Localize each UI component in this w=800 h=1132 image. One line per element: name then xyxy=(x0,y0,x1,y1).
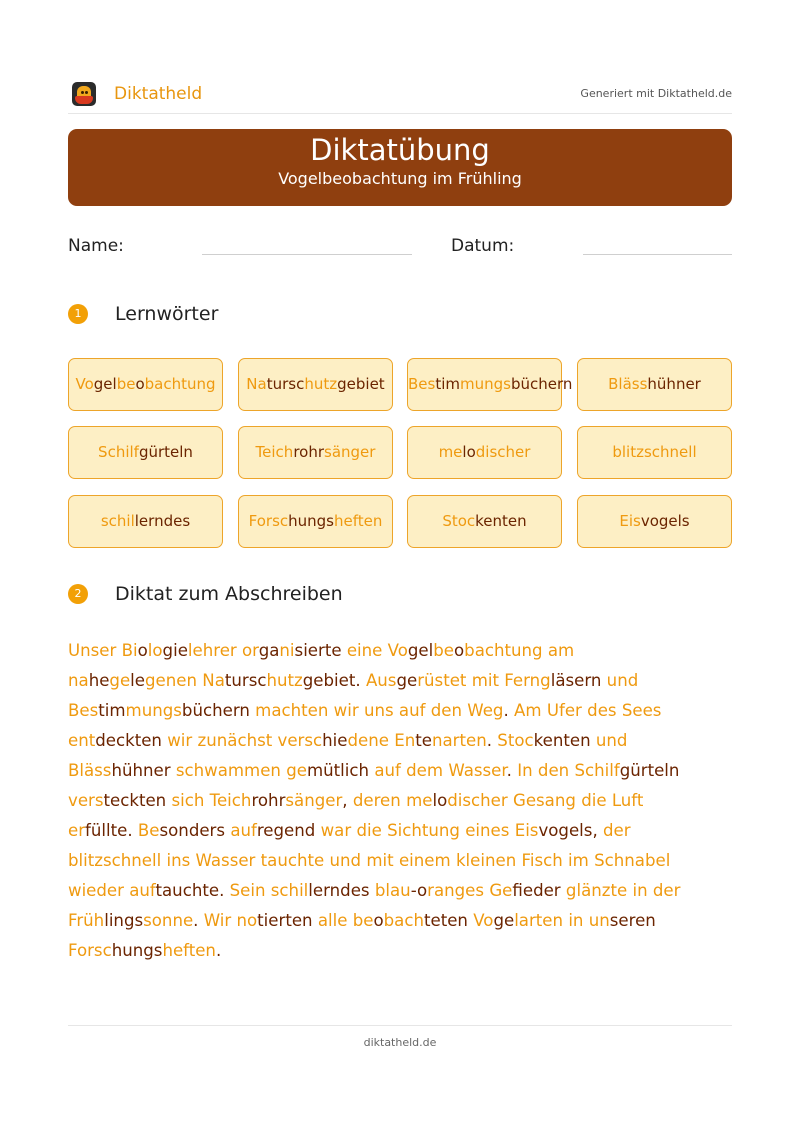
dictation-line: erfüllte. Besonders aufregend war die Sichtung eines Eisvogels, der xyxy=(68,821,631,840)
section-title: Lernwörter xyxy=(115,303,219,325)
word-text: Teichrohrsänger xyxy=(255,443,376,461)
word-card xyxy=(68,358,223,411)
dictation-line: blitzschnell ins Wasser tauchte und mit einem kleinen Fisch im Schnabel xyxy=(68,851,671,870)
section-number-badge: 2 xyxy=(68,584,88,604)
page-title: Diktatübung xyxy=(310,133,490,167)
word-text: melodischer xyxy=(438,443,531,461)
dictation-line: Bestimmungsbüchern machten wir uns auf den Weg. Am Ufer des Sees xyxy=(68,701,662,720)
word-card xyxy=(407,358,573,411)
dictation-text xyxy=(68,636,748,966)
word-text: Schilfgürteln xyxy=(98,443,193,461)
word-card xyxy=(68,495,223,548)
word-card xyxy=(577,358,732,411)
word-text: Naturschutzgebiet xyxy=(246,375,385,393)
name-line[interactable] xyxy=(202,254,412,255)
header-divider xyxy=(68,113,732,114)
word-card xyxy=(577,495,732,548)
dictation-line: entdeckten wir zunächst verschiedene Entenarten. Stockenten und xyxy=(68,731,628,750)
word-card xyxy=(238,358,393,411)
word-text: Stockenten xyxy=(442,512,527,530)
dictation-line: wieder auftauchte. Sein schillerndes blau-oranges Gefieder glänzte in der xyxy=(68,881,681,900)
hero-mascot-icon xyxy=(72,82,96,106)
word-card xyxy=(407,495,562,548)
word-card xyxy=(238,495,393,548)
word-text: Blässhühner xyxy=(608,375,701,393)
word-text: Eisvogels xyxy=(619,512,690,530)
page-header xyxy=(68,82,732,106)
brand-name[interactable]: Diktatheld xyxy=(114,84,203,104)
date-label: Datum: xyxy=(451,236,515,256)
dictation-line: Frühlingssonne. Wir notierten alle beobachteten Vogelarten in unseren xyxy=(68,911,656,930)
dictation-line: Forschungsheften. xyxy=(68,941,222,960)
footer-site[interactable]: diktatheld.de xyxy=(363,1036,437,1049)
dictation-line: Blässhühner schwammen gemütlich auf dem Wasser. In den Schilfgürteln xyxy=(68,761,680,780)
word-text: Bestimmungsbüchern xyxy=(408,375,573,393)
footer-divider xyxy=(68,1025,732,1026)
dictation-line: Unser Biologielehrer organisierte eine Vogelbeobachtung am xyxy=(68,641,575,660)
generated-note: Generiert mit Diktatheld.de xyxy=(580,87,732,100)
word-card xyxy=(68,426,223,479)
word-text: schillerndes xyxy=(100,512,191,530)
name-label: Name: xyxy=(68,236,124,256)
word-card xyxy=(407,426,562,479)
title-banner xyxy=(68,129,732,206)
section-number-badge: 1 xyxy=(68,304,88,324)
word-card xyxy=(238,426,393,479)
section-title: Diktat zum Abschreiben xyxy=(115,583,343,605)
word-text: Forschungsheften xyxy=(248,512,383,530)
dictation-line: versteckten sich Teichrohrsänger, deren melodischer Gesang die Luft xyxy=(68,791,644,810)
word-text: blitzschnell xyxy=(612,443,697,461)
word-card xyxy=(577,426,732,479)
date-line[interactable] xyxy=(583,254,732,255)
word-text: Vogelbeobachtung xyxy=(75,375,216,393)
dictation-line: nahegelegenen Naturschutzgebiet. Ausgerüstet mit Ferngläsern und xyxy=(68,671,639,690)
page-subtitle: Vogelbeobachtung im Frühling xyxy=(278,169,522,188)
